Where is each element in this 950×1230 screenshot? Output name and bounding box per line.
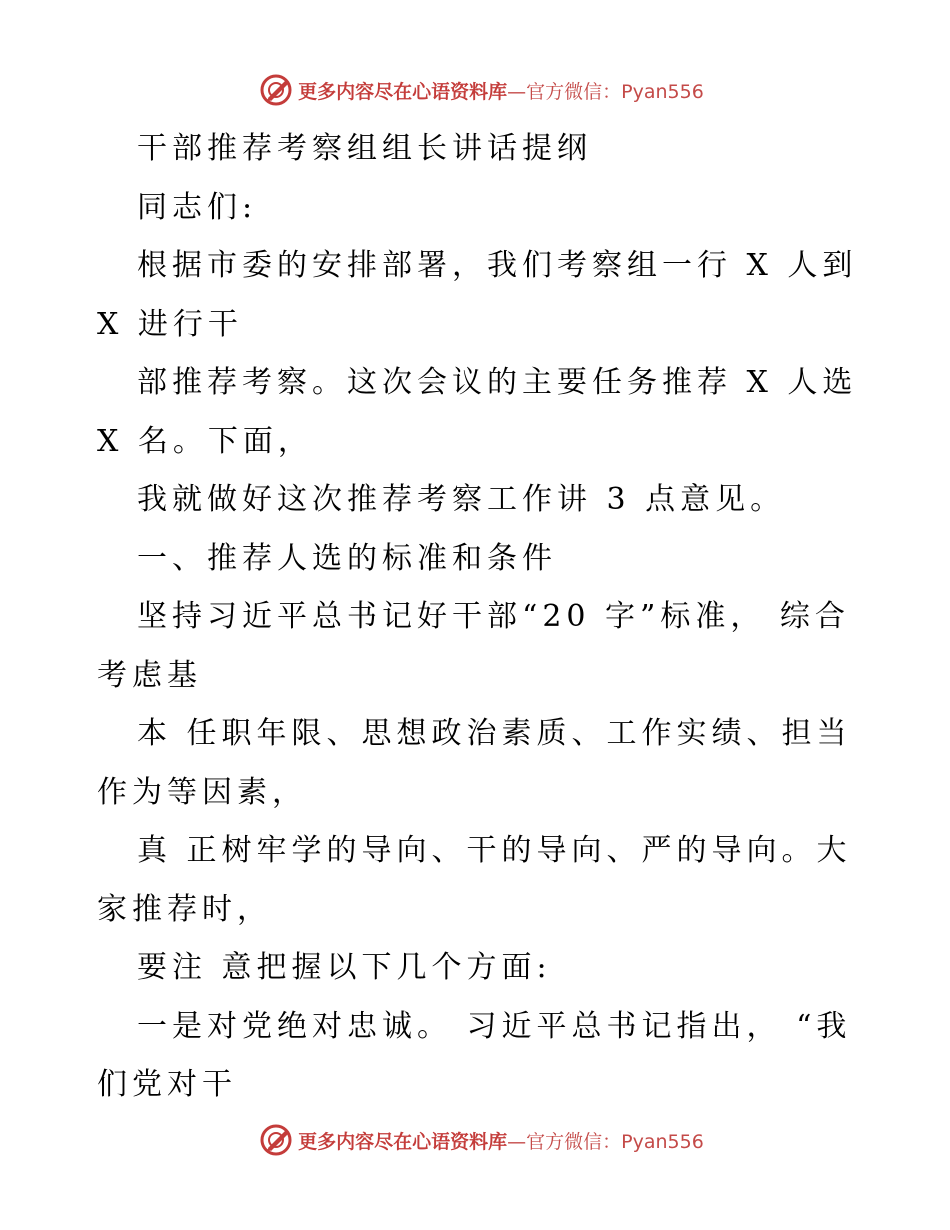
doc-line: 部推荐考察。这次会议的主要任务推荐 X 人选 [137,365,858,400]
doc-line: 考虑基 [97,657,202,693]
doc-line: 根据市委的安排部署，我们考察组一行 X 人到 [137,248,858,283]
doc-line: 要注 意把握以下几个方面: [137,950,552,985]
doc-line: 一、推荐人选的标准和条件 [137,540,557,576]
doc-line: 家推荐时， [97,891,272,927]
doc-line: 本 任职年限、思想政治素质、工作实绩、担当 [137,716,852,751]
header-contact-text: —官方微信：Pyan556 [507,80,704,103]
footer-brand-text: 更多内容尽在心语资料库 [298,1130,508,1153]
doc-line: 我就做好这次推荐考察工作讲 3 点意见。 [137,482,786,517]
footer-contact-text: —官方微信：Pyan556 [507,1130,704,1153]
doc-line: 一是对党绝对忠诚。 习近平总书记指出， “我 [137,1008,852,1044]
document-body [97,120,877,1115]
doc-line: 真 正树牢学的导向、干的导向、严的导向。大 [137,833,852,868]
header-watermark [0,70,950,110]
header-brand-text: 更多内容尽在心语资料库 [298,80,508,103]
doc-line: 同志们: [137,189,258,225]
doc-line: X 名。下面， [97,423,313,459]
doc-line: 作为等因素， [97,774,307,810]
brand-logo-icon [258,1122,294,1158]
doc-line: 们党对干 [97,1067,237,1102]
doc-line: X 进行干 [97,306,243,342]
footer-watermark [0,1120,950,1160]
doc-line: 坚持习近平总书记好干部“20 字”标准， 综合 [137,599,850,634]
doc-line: 干部推荐考察组组长讲话提纲 [137,131,592,166]
brand-logo-icon [258,72,294,108]
